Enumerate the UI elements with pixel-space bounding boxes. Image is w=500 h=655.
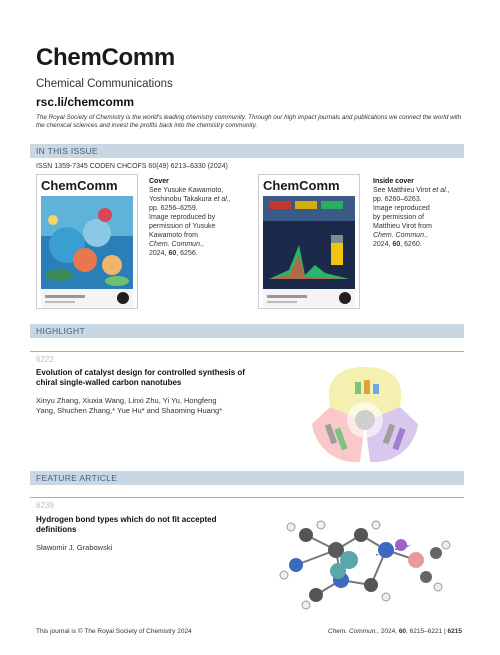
journal-title: ChemComm [36, 44, 175, 71]
issn-line: ISSN 1359-7345 CODEN CHCOFS 60(49) 6213–6330 (2024) [36, 163, 228, 170]
highlight-title[interactable]: Evolution of catalyst design for controlled synthesis of chiral single-walled carbon nanotubes [36, 368, 245, 387]
section-band-feature-article [30, 471, 464, 485]
feature-page-number: 6239 [36, 501, 54, 510]
inside-cover-heading: Inside cover [373, 178, 414, 185]
inside-cover-image[interactable] [258, 174, 360, 309]
footer-citation: Chem. Commun., 2024, 60, 6215–6221 | 6215 [328, 628, 462, 635]
inside-cover-caption-line: 2024, 60, 6260. [373, 241, 422, 248]
cover-caption [149, 177, 249, 258]
cover-caption-line: Chem. Commun., [149, 241, 204, 248]
footer-copyright: This journal is © The Royal Society of Chemistry 2024 [36, 628, 192, 635]
cover-caption-line: Yoshinobu Takakura et al., [149, 196, 231, 203]
section-band-in-this-issue [30, 144, 464, 158]
cover-image-title: ChemComm [41, 178, 118, 193]
cover-caption-line: Image reproduced by [149, 214, 216, 221]
inside-cover-caption [373, 177, 473, 249]
section-label: HIGHLIGHT [36, 326, 85, 336]
feature-title[interactable]: Hydrogen bond types which do not fit accepted definitions [36, 515, 217, 534]
section-band-highlight [30, 324, 464, 338]
inside-cover-caption-line: by permission of [373, 214, 424, 221]
feature-graphic [276, 505, 456, 613]
journal-url[interactable]: rsc.li/chemcomm [36, 95, 135, 109]
section-label: IN THIS ISSUE [36, 146, 98, 156]
page-number: 6215 [447, 628, 462, 635]
inside-cover-caption-line: See Matthieu Virot et al., [373, 187, 450, 194]
cover-caption-line: Kawamoto from [149, 232, 199, 239]
cover-image[interactable] [36, 174, 138, 309]
inside-cover-caption-line: Matthieu Virot from [373, 223, 433, 230]
inside-cover-caption-line: Image reproduced [373, 205, 430, 212]
section-label: FEATURE ARTICLE [36, 473, 118, 483]
highlight-page-number: 6222 [36, 355, 54, 364]
highlight-authors: Xinyu Zhang, Xiuxia Wang, Linxi Zhu, Yi Yu, Hongfeng Yang, Shuchen Zhang,* Yue Hu* and Shaoming Huang* [36, 396, 223, 415]
journal-intro: The Royal Society of Chemistry is the world's leading chemistry community. Through our high impact journals and publications we connect the world with the chemical sciences and invest the profits back into the chemistry community. [36, 114, 462, 129]
cover-caption-line: See Yusuke Kawamoto, [149, 187, 224, 194]
cover-caption-line: permission of Yusuke [149, 223, 216, 230]
cover-heading: Cover [149, 178, 169, 185]
inside-cover-image-title: ChemComm [263, 178, 340, 193]
highlight-graphic [300, 362, 430, 472]
divider [30, 497, 464, 498]
inside-cover-caption-line: pp. 6260–6263. [373, 196, 422, 203]
journal-subtitle: Chemical Communications [36, 78, 173, 90]
divider [30, 351, 464, 352]
cover-caption-line: 2024, 60, 6256. [149, 250, 198, 257]
cover-caption-line: pp. 6256–6259. [149, 205, 198, 212]
inside-cover-caption-line: Chem. Commun., [373, 232, 428, 239]
feature-authors: Sławomir J. Grabowski [36, 543, 113, 552]
